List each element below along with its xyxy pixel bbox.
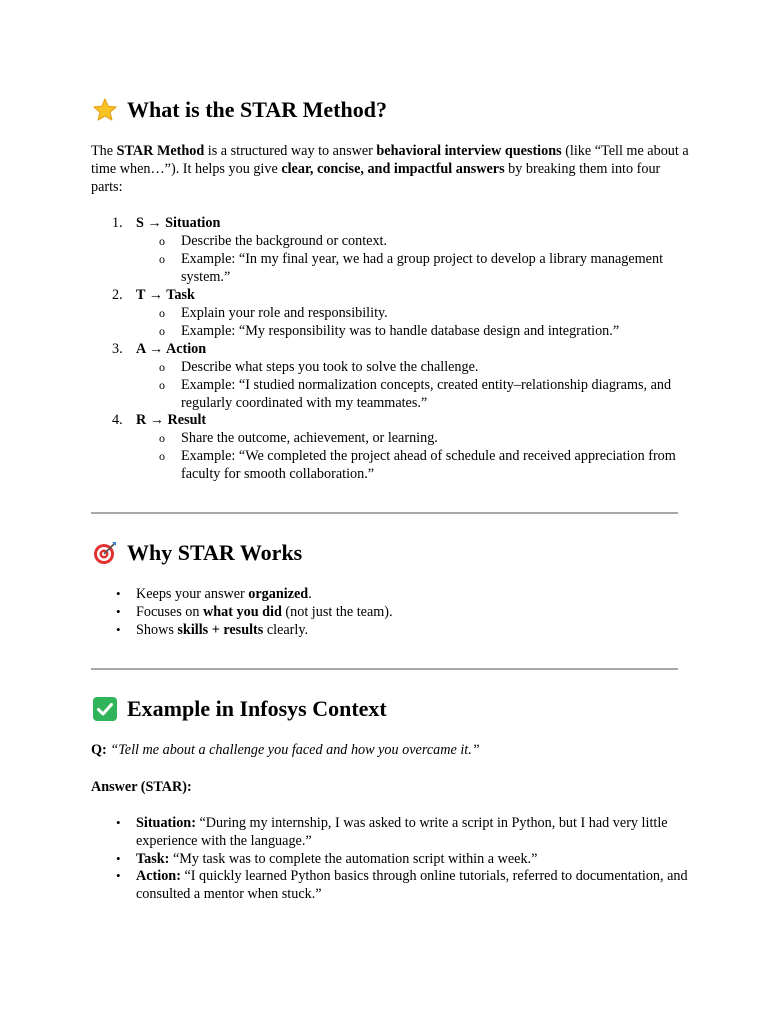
star-icon [92,97,118,123]
step-detail: Example: “In my final year, we had a group project to develop a library management system.” [181,251,664,285]
text-run: . [308,586,312,602]
question-line [91,741,691,759]
bullet-icon: • [116,851,121,866]
bullet-icon: • [116,815,121,830]
star-bullet-label: Action: [136,868,181,884]
intro-paragraph [91,142,691,196]
section-title: Example in Infosys Context [127,696,387,721]
star-bullet-text: “During my internship, I was asked to write a script in Python, but I had very little experience with the language.” [136,815,668,849]
target-icon [92,540,118,566]
step-detail: Explain your role and responsibility. [181,305,388,321]
bold-text: STAR Method [116,143,205,159]
circle-bullet-icon: o [159,306,165,320]
question-text: “Tell me about a challenge you faced and how you overcame it.” [110,742,480,758]
bold-text: clear, concise, and impactful answers [281,161,505,177]
step-number: 2. [112,287,123,303]
bullet-text [136,603,691,621]
star-bullet-label: Situation: [136,815,196,831]
step-detail: Describe the background or context. [181,233,388,249]
text-run: Focuses on [136,604,203,620]
divider [91,668,678,670]
bold-text: behavioral interview questions [376,143,562,159]
bullet-icon: • [116,868,121,883]
star-bullet-label: Task: [136,851,170,867]
step-number: 1. [112,215,123,231]
step-detail: Describe what steps you took to solve the challenge. [181,359,479,375]
star-bullet-text: “My task was to complete the automation script within a week.” [169,851,538,867]
star-bullet-text: “I quickly learned Python basics through online tutorials, referred to documentation, and consulted a mentor when stuck.” [136,868,688,902]
divider [91,512,678,514]
text-run: Shows [136,622,178,638]
bullet-icon: • [116,604,121,619]
bullet-text [136,621,691,639]
star-bullet [136,814,691,850]
step-label: A → Action [136,341,207,357]
step-detail: Example: “I studied normalization concepts, created entity–relationship diagrams, and regularly coordinated with my teammates.” [181,377,672,411]
section-title: Why STAR Works [127,540,303,565]
step-number: 3. [112,341,123,357]
section-heading-star-method [92,97,387,123]
circle-bullet-icon: o [159,378,165,392]
answer-label-text: Answer (STAR): [91,779,192,795]
section-title: What is the STAR Method? [127,97,387,122]
step-label: R → Result [136,412,207,428]
text-run: is a structured way to answer [204,143,377,159]
step-detail: Example: “My responsibility was to handle database design and integration.” [181,323,620,339]
circle-bullet-icon: o [159,234,165,248]
circle-bullet-icon: o [159,449,165,463]
circle-bullet-icon: o [159,431,165,445]
text-run: Keeps your answer [136,586,249,602]
bullet-icon: • [116,586,121,601]
step-detail: Example: “We completed the project ahead of schedule and received appreciation from faculty for smooth collaboration.” [181,448,676,482]
question-label: Q: [91,742,107,758]
bold-text: what you did [203,604,282,620]
text-run: by breaking them into four parts: [91,161,661,195]
bullet-text [136,585,691,603]
section-heading-example [92,696,387,722]
circle-bullet-icon: o [159,324,165,338]
text-run: (like “Tell me about a time when…”). It helps you give [91,143,689,177]
section-heading-why-star [92,540,302,566]
check-icon [92,696,118,722]
bold-text: organized [248,586,309,602]
answer-label [91,778,691,796]
step-label: T → Task [136,287,195,303]
star-bullet [136,867,691,903]
bold-text: skills + results [177,622,264,638]
circle-bullet-icon: o [159,252,165,266]
star-bullet [136,850,691,868]
text-run: The [91,143,117,159]
text-run: (not just the team). [281,604,393,620]
text-run: clearly. [263,622,309,638]
step-label: S → Situation [136,215,221,231]
bullet-icon: • [116,622,121,637]
circle-bullet-icon: o [159,360,165,374]
step-detail: Share the outcome, achievement, or learning. [181,430,438,446]
step-number: 4. [112,412,123,428]
